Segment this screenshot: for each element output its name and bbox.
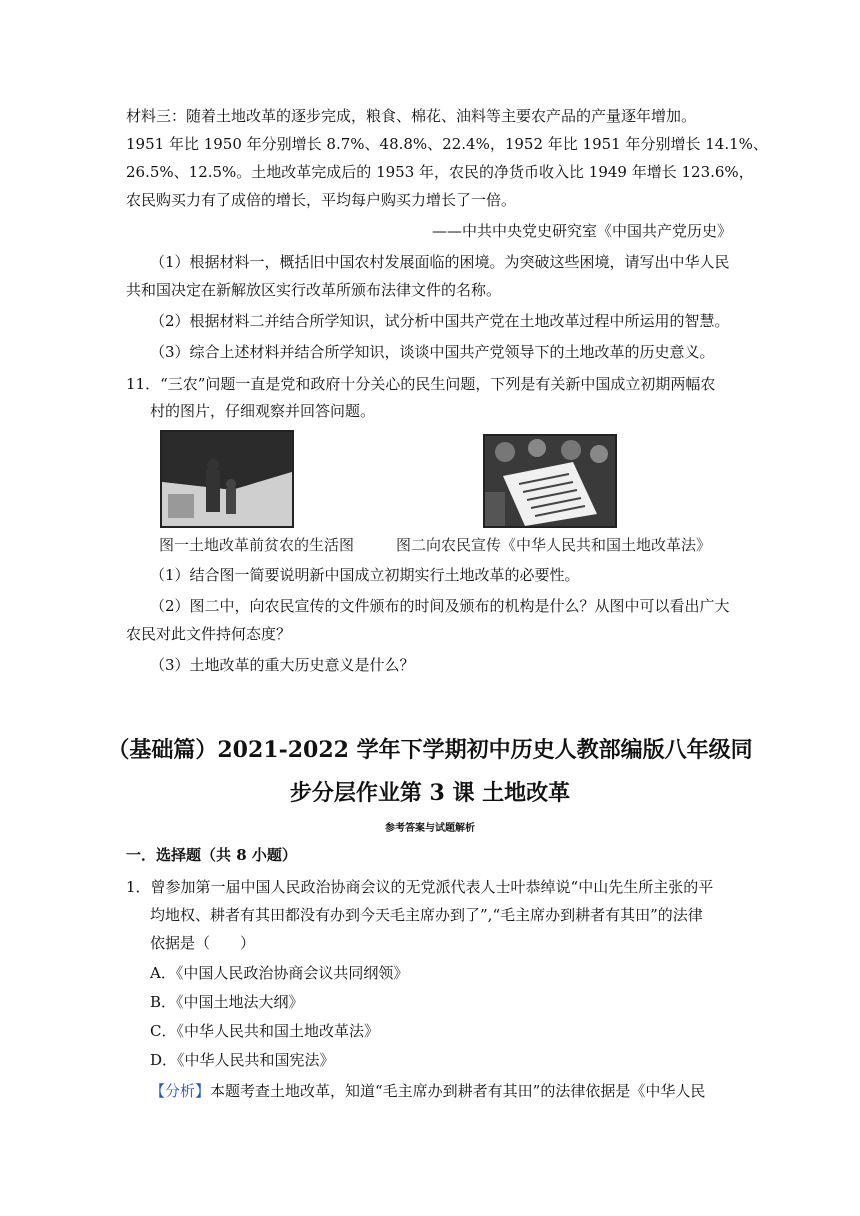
q1-option-c: C．《中华人民共和国土地改革法》 — [150, 1022, 379, 1040]
figure-1-caption: 图一土地改革前贫农的生活图 — [159, 536, 355, 554]
figure-2-illustration — [485, 436, 615, 526]
q11-intro: 村的图片，仔细观察并回答问题。 — [150, 402, 376, 420]
q1-stem: 依据是（ ） — [150, 934, 256, 952]
q10-item: （3）综合上述材料并结合所学知识，谈谈中国共产党领导下的土地改革的历史意义。 — [150, 343, 715, 361]
figure-1-photo — [160, 430, 294, 528]
material3-line: 农民购买力有了成倍的增长，平均每户购买力增长了一倍。 — [126, 191, 517, 209]
figure-1-illustration — [162, 432, 292, 526]
q11-intro: 11．“三农”问题一直是党和政府十分关心的民生问题，下列是有关新中国成立初期两幅农 — [126, 375, 716, 393]
q11-item: （2）图二中，向农民宣传的文件颁布的时间及颁布的机构是什么？从图中可以看出广大 — [150, 597, 730, 615]
figure-2-photo — [483, 434, 617, 528]
q1-stem: 1．曾参加第一届中国人民政治协商会议的无党派代表人士叶恭绰说“中山先生所主张的平 — [126, 878, 714, 896]
analysis-text: 本题考查土地改革，知道“毛主席办到耕者有其田”的法律依据是《中华人民 — [210, 1082, 706, 1100]
q10-item: （1）根据材料一，概括旧中国农村发展面临的困境。为突破这些困境，请写出中华人民 — [150, 253, 730, 271]
answers-title-line-1: （基础篇）2021-2022 学年下学期初中历史人教部编版八年级同 — [107, 737, 753, 763]
q1-stem: 均地权、耕者有其田都没有办到今天毛主席办到了”,“毛主席办到耕者有其田”的法律 — [150, 906, 703, 924]
q1-analysis — [150, 1081, 705, 1101]
q10-item: 共和国决定在新解放区实行改革所颁布法律文件的名称。 — [126, 281, 502, 299]
figure-2-caption: 图二向农民宣传《中华人民共和国土地改革法》 — [396, 536, 712, 554]
material3-line: 26.5%、12.5%。土地改革完成后的 1953 年，农民的净货币收入比 1949 年增长 123.6%， — [126, 163, 754, 181]
section-heading: 一．选择题（共 8 小题） — [126, 846, 297, 864]
q10-item: （2）根据材料二并结合所学知识，试分析中国共产党在土地改革过程中所运用的智慧。 — [150, 312, 730, 330]
material3-line: 1951 年比 1950 年分别增长 8.7%、48.8%、22.4%，1952 年比 1951 年分别增长 14.1%、 — [126, 135, 768, 153]
q11-item: 农民对此文件持何态度？ — [126, 625, 292, 643]
analysis-tag: 【分析】 — [150, 1082, 211, 1100]
q11-item: （1）结合图一简要说明新中国成立初期实行土地改革的必要性。 — [150, 566, 580, 584]
answers-subtitle: 参考答案与试题解析 — [385, 823, 475, 834]
q1-option-d: D．《中华人民共和国宪法》 — [150, 1051, 335, 1069]
material3-line: 材料三：随着土地改革的逐步完成，粮食、棉花、油料等主要农产品的产量逐年增加。 — [126, 107, 697, 125]
q1-option-b: B．《中国土地法大纲》 — [150, 993, 304, 1011]
q1-option-a: A．《中国人民政治协商会议共同纲领》 — [150, 964, 409, 982]
material3-source: ——中共中央党史研究室《中国共产党历史》 — [431, 222, 732, 240]
answers-title-line-2: 步分层作业第 3 课 土地改革 — [289, 780, 571, 806]
q11-item: （3）土地改革的重大历史意义是什么？ — [150, 656, 415, 674]
